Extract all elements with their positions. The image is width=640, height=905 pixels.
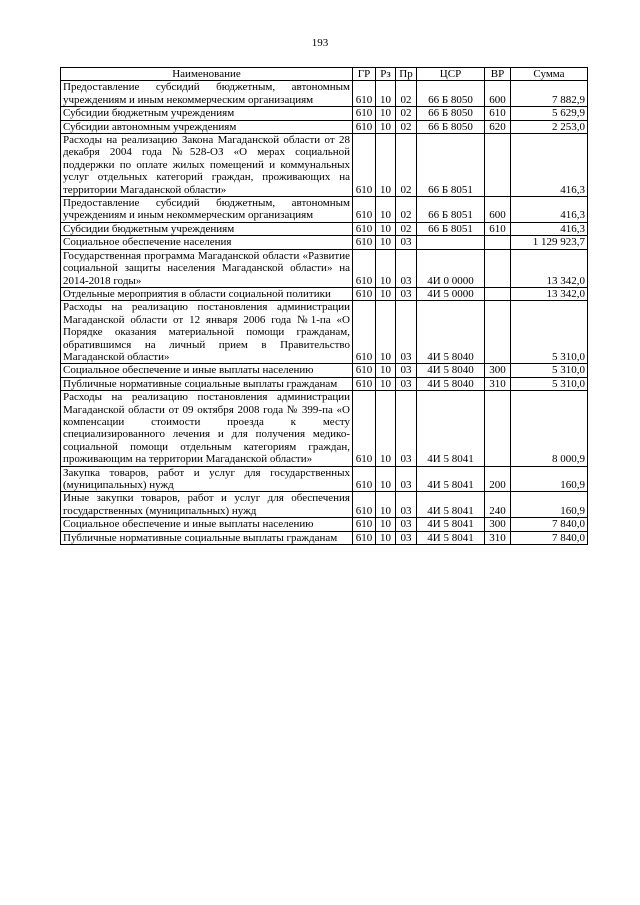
cell-name: Социальное обеспечение и иные выплаты населению (61, 364, 353, 377)
cell-csr: 4И 5 8041 (417, 518, 485, 531)
cell-gr: 610 (353, 531, 376, 544)
table-row (61, 301, 588, 364)
cell-rz: 10 (376, 81, 396, 107)
table-row (61, 518, 588, 531)
cell-csr: 4И 5 8041 (417, 391, 485, 466)
header-pr: Пр (396, 68, 417, 81)
cell-pr: 02 (396, 222, 417, 235)
cell-rz: 10 (376, 301, 396, 364)
cell-sum: 7 840,0 (511, 531, 588, 544)
cell-csr: 66 Б 8050 (417, 81, 485, 107)
cell-sum: 416,3 (511, 222, 588, 235)
cell-vr: 300 (485, 518, 511, 531)
header-sum: Сумма (511, 68, 588, 81)
cell-sum: 13 342,0 (511, 249, 588, 287)
cell-pr: 02 (396, 134, 417, 197)
cell-sum: 5 310,0 (511, 377, 588, 390)
cell-name: Расходы на реализацию постановления администрации Магаданской области от 09 октября 2008 года № 399-па «О компенсации стоимости проезда к месту специализированного лечения и для получения медико-социальной помощи отдельным категориям граждан, проживающим на территории Магаданской области» (61, 391, 353, 466)
cell-gr: 610 (353, 364, 376, 377)
cell-rz: 10 (376, 120, 396, 133)
cell-pr: 03 (396, 249, 417, 287)
cell-pr: 03 (396, 364, 417, 377)
header-rz: Рз (376, 68, 396, 81)
cell-gr: 610 (353, 236, 376, 249)
table-row (61, 236, 588, 249)
cell-gr: 610 (353, 492, 376, 518)
cell-gr: 610 (353, 107, 376, 120)
cell-rz: 10 (376, 236, 396, 249)
cell-vr: 610 (485, 107, 511, 120)
cell-sum: 416,3 (511, 197, 588, 223)
cell-pr: 03 (396, 466, 417, 492)
cell-name: Иные закупки товаров, работ и услуг для обеспечения государственных (муниципальных) нужд (61, 492, 353, 518)
cell-gr: 610 (353, 249, 376, 287)
header-gr: ГР (353, 68, 376, 81)
cell-name: Расходы на реализацию Закона Магаданской области от 28 декабря 2004 года №528-ОЗ «О мерах социальной поддержки по оплате жилых помещений и коммунальных услуг отдельных категорий граждан, проживающих на территории Магаданской области» (61, 134, 353, 197)
table-row (61, 531, 588, 544)
cell-csr: 4И 5 8041 (417, 466, 485, 492)
cell-gr: 610 (353, 466, 376, 492)
cell-gr: 610 (353, 377, 376, 390)
cell-sum: 8 000,9 (511, 391, 588, 466)
cell-vr: 310 (485, 377, 511, 390)
cell-name: Социальное обеспечение населения (61, 236, 353, 249)
cell-gr: 610 (353, 81, 376, 107)
cell-sum: 5 310,0 (511, 364, 588, 377)
header-csr: ЦСР (417, 68, 485, 81)
table-row (61, 81, 588, 107)
cell-name: Закупка товаров, работ и услуг для государственных (муниципальных) нужд (61, 466, 353, 492)
cell-vr: 600 (485, 197, 511, 223)
cell-vr (485, 249, 511, 287)
cell-sum: 416,3 (511, 134, 588, 197)
cell-rz: 10 (376, 492, 396, 518)
cell-sum: 5 310,0 (511, 301, 588, 364)
cell-gr: 610 (353, 391, 376, 466)
table-row (61, 492, 588, 518)
cell-gr: 610 (353, 197, 376, 223)
cell-name: Предоставление субсидий бюджетным, автономным учреждениям и иным некоммерческим организациям (61, 81, 353, 107)
header-vr: ВР (485, 68, 511, 81)
cell-sum: 7 840,0 (511, 518, 588, 531)
cell-gr: 610 (353, 287, 376, 300)
cell-sum: 13 342,0 (511, 287, 588, 300)
cell-name: Предоставление субсидий бюджетным, автономным учреждениям и иным некоммерческим организациям (61, 197, 353, 223)
cell-name: Расходы на реализацию постановления администрации Магаданской области от 12 января 2006 года №1-па «О Порядке оказания материальной помощи гражданам, обратившимся на личный прием в Правительство Магаданской области» (61, 301, 353, 364)
cell-csr: 4И 5 8040 (417, 364, 485, 377)
table-row (61, 391, 588, 466)
table-row (61, 287, 588, 300)
cell-rz: 10 (376, 249, 396, 287)
budget-table (60, 67, 588, 545)
cell-pr: 03 (396, 377, 417, 390)
cell-gr: 610 (353, 120, 376, 133)
cell-gr: 610 (353, 518, 376, 531)
cell-name: Государственная программа Магаданской области «Развитие социальной защиты населения Магаданской области» на 2014-2018 годы» (61, 249, 353, 287)
cell-name: Отдельные мероприятия в области социальной политики (61, 287, 353, 300)
cell-sum: 1 129 923,7 (511, 236, 588, 249)
cell-vr: 240 (485, 492, 511, 518)
cell-rz: 10 (376, 518, 396, 531)
cell-name: Публичные нормативные социальные выплаты гражданам (61, 377, 353, 390)
table-row (61, 120, 588, 133)
cell-gr: 610 (353, 222, 376, 235)
cell-pr: 03 (396, 301, 417, 364)
cell-pr: 03 (396, 492, 417, 518)
cell-vr: 610 (485, 222, 511, 235)
cell-rz: 10 (376, 377, 396, 390)
cell-vr (485, 134, 511, 197)
cell-pr: 03 (396, 236, 417, 249)
cell-csr: 4И 5 8040 (417, 377, 485, 390)
cell-pr: 02 (396, 197, 417, 223)
cell-sum: 7 882,9 (511, 81, 588, 107)
cell-csr: 4И 0 0000 (417, 249, 485, 287)
cell-csr: 66 Б 8050 (417, 120, 485, 133)
table-row (61, 249, 588, 287)
cell-name: Субсидии автономным учреждениям (61, 120, 353, 133)
cell-name: Публичные нормативные социальные выплаты гражданам (61, 531, 353, 544)
cell-vr: 300 (485, 364, 511, 377)
table-row (61, 107, 588, 120)
cell-vr (485, 236, 511, 249)
cell-pr: 02 (396, 107, 417, 120)
cell-csr: 66 Б 8050 (417, 107, 485, 120)
header-name: Наименование (61, 68, 353, 81)
cell-name: Социальное обеспечение и иные выплаты населению (61, 518, 353, 531)
table-header-row (61, 68, 588, 81)
table-row (61, 364, 588, 377)
cell-sum: 5 629,9 (511, 107, 588, 120)
cell-rz: 10 (376, 197, 396, 223)
cell-gr: 610 (353, 134, 376, 197)
cell-csr: 4И 5 8040 (417, 301, 485, 364)
cell-pr: 03 (396, 518, 417, 531)
cell-csr: 4И 5 8041 (417, 492, 485, 518)
cell-pr: 03 (396, 287, 417, 300)
cell-rz: 10 (376, 531, 396, 544)
cell-vr (485, 287, 511, 300)
cell-pr: 02 (396, 81, 417, 107)
cell-vr: 620 (485, 120, 511, 133)
cell-sum: 2 253,0 (511, 120, 588, 133)
cell-rz: 10 (376, 364, 396, 377)
cell-name: Субсидии бюджетным учреждениям (61, 107, 353, 120)
cell-vr (485, 391, 511, 466)
table-row (61, 197, 588, 223)
cell-csr: 4И 5 8041 (417, 531, 485, 544)
cell-vr: 600 (485, 81, 511, 107)
cell-csr: 66 Б 8051 (417, 222, 485, 235)
cell-csr: 4И 5 0000 (417, 287, 485, 300)
table-row (61, 466, 588, 492)
cell-csr: 66 Б 8051 (417, 197, 485, 223)
cell-pr: 03 (396, 391, 417, 466)
cell-rz: 10 (376, 222, 396, 235)
cell-rz: 10 (376, 391, 396, 466)
cell-pr: 02 (396, 120, 417, 133)
table-body (61, 81, 588, 545)
cell-sum: 160,9 (511, 466, 588, 492)
cell-vr (485, 301, 511, 364)
cell-rz: 10 (376, 287, 396, 300)
cell-vr: 310 (485, 531, 511, 544)
cell-sum: 160,9 (511, 492, 588, 518)
cell-name: Субсидии бюджетным учреждениям (61, 222, 353, 235)
cell-csr (417, 236, 485, 249)
cell-pr: 03 (396, 531, 417, 544)
table-row (61, 222, 588, 235)
cell-gr: 610 (353, 301, 376, 364)
cell-csr: 66 Б 8051 (417, 134, 485, 197)
table-row (61, 134, 588, 197)
cell-rz: 10 (376, 107, 396, 120)
cell-rz: 10 (376, 466, 396, 492)
cell-vr: 200 (485, 466, 511, 492)
page-number: 193 (311, 37, 329, 49)
table-row (61, 377, 588, 390)
cell-rz: 10 (376, 134, 396, 197)
